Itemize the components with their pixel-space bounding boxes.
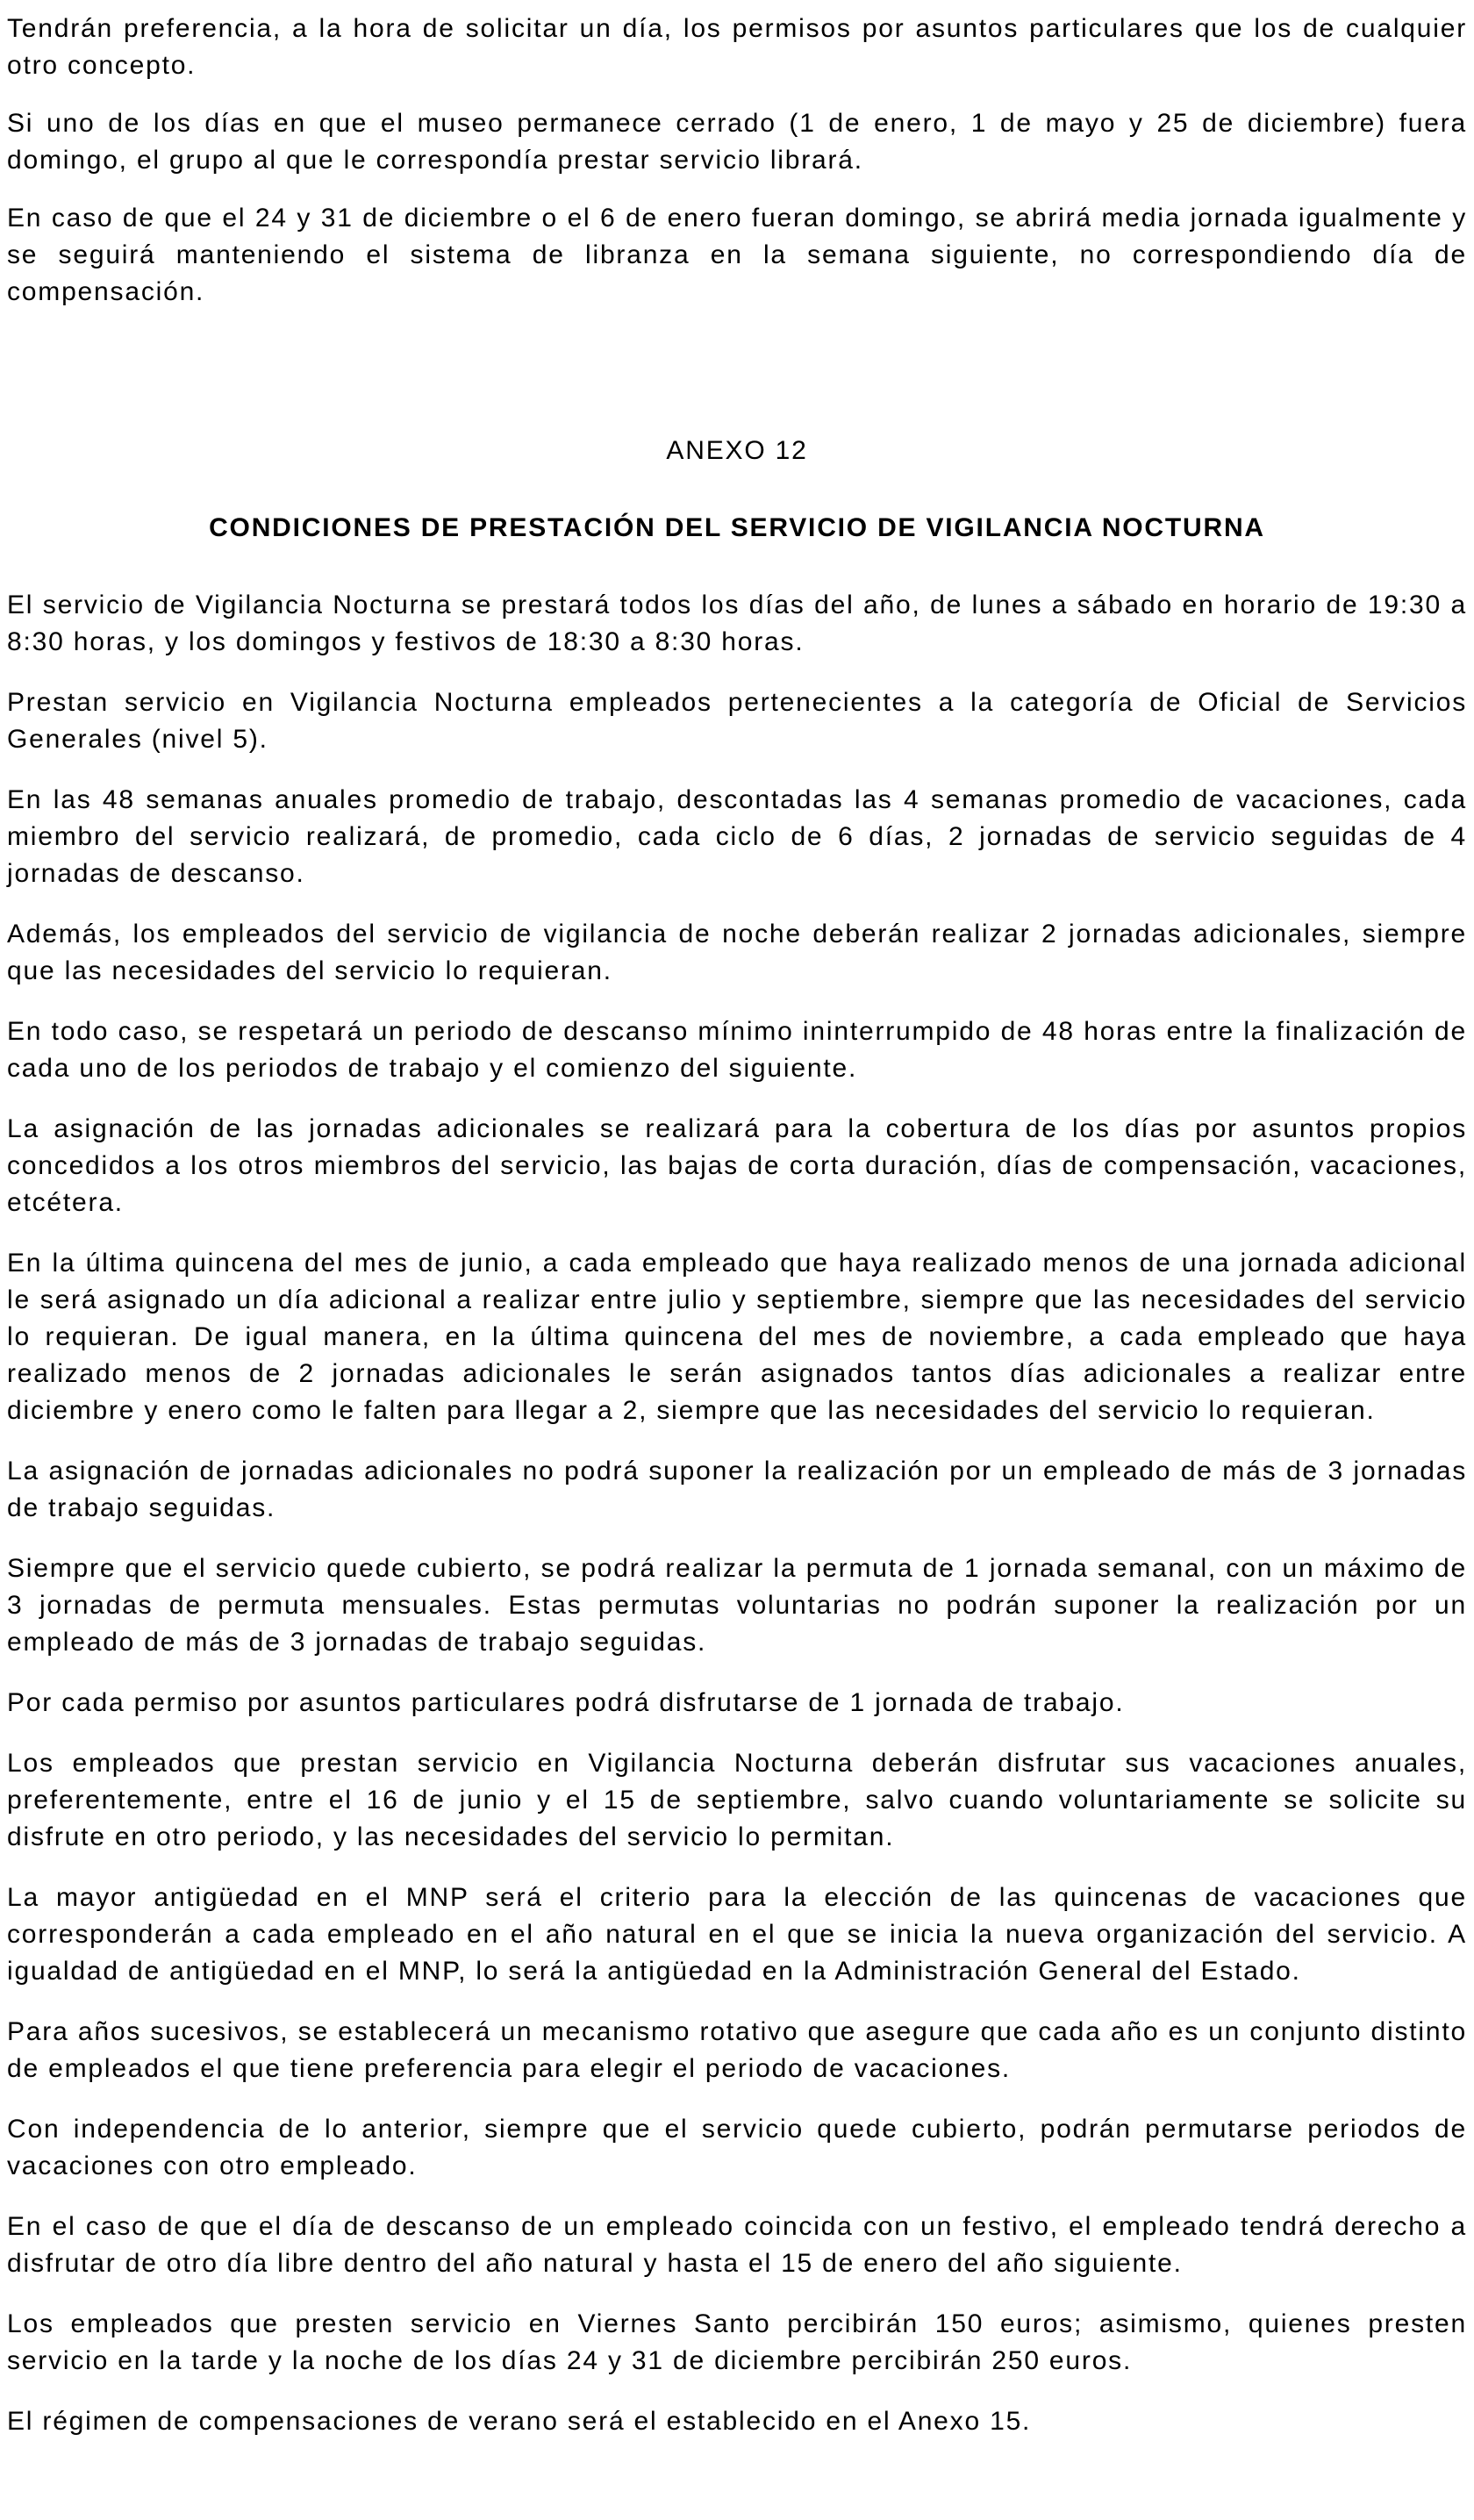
annex-title: CONDICIONES DE PRESTACIÓN DEL SERVICIO DE VIGILANCIA NOCTURNA (209, 513, 1265, 542)
annex-heading: ANEXO 12 (666, 436, 808, 465)
paragraph-semanas-promedio: En las 48 semanas anuales promedio de trabajo, descontadas las 4 semanas promedio de vacaciones, cada miembro del servicio realizará, de promedio, cada ciclo de 6 días, 2 jornadas de servicio seguidas de 4 jornadas de descanso. (7, 785, 1467, 888)
paragraph-asignacion-cobertura: La asignación de las jornadas adicionales se realizará para la cobertura de los días por asuntos propios concedidos a los otros miembros del servicio, las bajas de corta duración, días de compensación, vacaciones, etcétera. (7, 1114, 1467, 1217)
paragraph-viernes-santo-euros: Los empleados que presten servicio en Viernes Santo percibirán 150 euros; asimismo, quienes presten servicio en la tarde y la noche de los días 24 y 31 de diciembre percibirán 250 euros. (7, 2309, 1467, 2375)
paragraph-categoria-oficial: Prestan servicio en Vigilancia Nocturna empleados pertenecientes a la categoría de Oficial de Servicios Generales (nivel 5). (7, 688, 1467, 754)
paragraph-permuta-vacaciones: Con independencia de lo anterior, siempre que el servicio quede cubierto, podrán permutarse periodos de vacaciones con otro empleado. (7, 2115, 1467, 2180)
paragraph-mecanismo-rotativo: Para años sucesivos, se establecerá un mecanismo rotativo que asegure que cada año es un conjunto distinto de empleados el que tiene preferencia para elegir el periodo de vacaciones. (7, 2017, 1467, 2083)
paragraph-permiso-asuntos: Por cada permiso por asuntos particulares podrá disfrutarse de 1 jornada de trabajo. (7, 1688, 1125, 1717)
paragraph-permutas: Siempre que el servicio quede cubierto, se podrá realizar la permuta de 1 jornada semanal, con un máximo de 3 jornadas de permuta mensuales. Estas permutas voluntarias no podrán suponer la realización por un empleado de más de 3 jornadas de trabajo seguidas. (7, 1554, 1467, 1657)
paragraph-limite-3-jornadas: La asignación de jornadas adicionales no podrá suponer la realización por un empleado de más de 3 jornadas de trabajo seguidas. (7, 1457, 1467, 1522)
paragraph-descanso-minimo: En todo caso, se respetará un periodo de descanso mínimo ininterrumpido de 48 horas entre la finalización de cada uno de los periodos de trabajo y el comienzo del siguiente. (7, 1017, 1467, 1083)
paragraph-compensaciones-verano: El régimen de compensaciones de verano será el establecido en el Anexo 15. (7, 2407, 1032, 2436)
paragraph-libranza-domingo: En caso de que el 24 y 31 de diciembre o el 6 de enero fueran domingo, se abrirá media jornada igualmente y se seguirá manteniendo el sistema de libranza en la semana siguiente, no correspondiendo día de compensación. (7, 204, 1467, 306)
paragraph-quincena-junio-noviembre: En la última quincena del mes de junio, a cada empleado que haya realizado menos de una jornada adicional le será asignado un día adicional a realizar entre julio y septiembre, siempre que las necesidades del servicio lo requieran. De igual manera, en la última quincena del mes de noviembre, a cada empleado que haya realizado menos de 2 jornadas adicionales le serán asignados tantos días adicionales a realizar entre diciembre y enero como le falten para llegar a 2, siempre que las necesidades del servicio lo requieran. (7, 1249, 1467, 1425)
paragraph-descanso-festivo: En el caso de que el día de descanso de un empleado coincida con un festivo, el empleado tendrá derecho a disfrutar de otro día libre dentro del año natural y hasta el 15 de enero del año siguiente. (7, 2212, 1467, 2278)
paragraph-museo-cerrado: Si uno de los días en que el museo permanece cerrado (1 de enero, 1 de mayo y 25 de diciembre) fuera domingo, el grupo al que le correspondía prestar servicio librará. (7, 109, 1467, 175)
paragraph-preference-permisos: Tendrán preferencia, a la hora de solicitar un día, los permisos por asuntos particulares que los de cualquier otro concepto. (7, 14, 1467, 80)
paragraph-vacaciones-anuales: Los empleados que prestan servicio en Vigilancia Nocturna deberán disfrutar sus vacaciones anuales, preferentemente, entre el 16 de junio y el 15 de septiembre, salvo cuando voluntariamente se solicite su disfrute en otro periodo, y las necesidades del servicio lo permitan. (7, 1749, 1467, 1851)
paragraph-jornadas-adicionales: Además, los empleados del servicio de vigilancia de noche deberán realizar 2 jornadas adicionales, siempre que las necesidades del servicio lo requieran. (7, 920, 1467, 985)
paragraph-horario-servicio: El servicio de Vigilancia Nocturna se prestará todos los días del año, de lunes a sábado en horario de 19:30 a 8:30 horas, y los domingos y festivos de 18:30 a 8:30 horas. (7, 591, 1467, 656)
paragraph-antiguedad-mnp: La mayor antigüedad en el MNP será el criterio para la elección de las quincenas de vacaciones que corresponderán a cada empleado en el año natural en el que se inicia la nueva organización del servicio. A igualdad de antigüedad en el MNP, lo será la antigüedad en la Administración General del Estado. (7, 1883, 1467, 1986)
